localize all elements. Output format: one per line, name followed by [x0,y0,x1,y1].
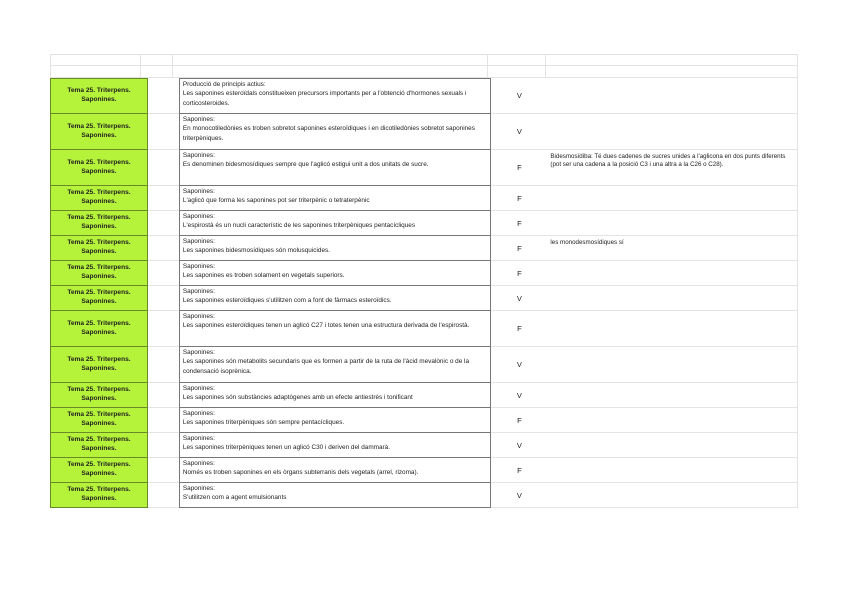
answer-cell[interactable]: F [491,236,547,261]
note-cell[interactable]: Bidesmosídiba: Té dues cadenes de sucres unides a l'aglicona en dos punts diferents (pot ser una cadena a la posició C3 i una altra a la C26 o C28). [547,150,798,186]
table-row [50,408,798,433]
table-row [50,383,798,408]
answer-cell[interactable]: V [491,383,547,408]
empty-cell[interactable] [148,433,179,458]
statement-cell[interactable]: Saponines: Les saponines són metabolits secundaris que es formen a partir de la ruta de l'àcid mevalònic o de la condensació isoprènica. [179,347,491,383]
note-cell[interactable] [547,78,798,114]
table-row [50,433,798,458]
empty-cell[interactable] [148,186,179,211]
empty-cell[interactable] [148,114,179,150]
topic-cell[interactable]: Tema 25. Triterpens. Saponines. [50,458,148,483]
empty-cell[interactable] [148,408,179,433]
topic-cell[interactable]: Tema 25. Triterpens. Saponines. [50,114,148,150]
question-table [50,78,798,508]
table-row [50,347,798,383]
statement-cell[interactable]: Saponines: L'aglicó que forma les saponines pot ser triterpènic o tetraterpènic [179,186,491,211]
note-cell[interactable] [547,286,798,311]
empty-cell[interactable] [148,483,179,508]
cell[interactable] [50,66,141,78]
table-row [50,286,798,311]
empty-cell[interactable] [148,311,179,347]
topic-cell[interactable]: Tema 25. Triterpens. Saponines. [50,78,148,114]
statement-cell[interactable]: Saponines: S'utilitzen com a agent emulsionants [179,483,491,508]
topic-cell[interactable]: Tema 25. Triterpens. Saponines. [50,286,148,311]
topic-cell[interactable]: Tema 25. Triterpens. Saponines. [50,347,148,383]
statement-cell[interactable]: Saponines: Les saponines esteroïdiques s'utilitzen com a font de fàrmacs esteroïdics. [179,286,491,311]
answer-cell[interactable]: V [491,347,547,383]
statement-cell[interactable]: Saponines: Les saponines triterpèniques són sempre pentacícliques. [179,408,491,433]
answer-cell[interactable]: F [491,311,547,347]
topic-cell[interactable]: Tema 25. Triterpens. Saponines. [50,236,148,261]
statement-cell[interactable]: Saponines: Només es troben saponines en els òrgans subterranis dels vegetals (arrel, rizoma). [179,458,491,483]
table-row [50,458,798,483]
empty-cell[interactable] [148,236,179,261]
table-row [50,261,798,286]
empty-cell[interactable] [148,347,179,383]
blank-row [50,66,798,78]
cell[interactable] [546,54,798,66]
topic-cell[interactable]: Tema 25. Triterpens. Saponines. [50,483,148,508]
table-row [50,236,798,261]
cell[interactable] [173,66,488,78]
table-row [50,186,798,211]
empty-cell[interactable] [148,286,179,311]
topic-cell[interactable]: Tema 25. Triterpens. Saponines. [50,408,148,433]
note-cell[interactable] [547,261,798,286]
answer-cell[interactable]: V [491,483,547,508]
statement-cell[interactable]: Saponines: Les saponines esteroïdiques tenen un aglicó C27 i totes tenen una estructura derivada de l'espirostà. [179,311,491,347]
table-row [50,483,798,508]
answer-cell[interactable]: F [491,211,547,236]
statement-cell[interactable]: Saponines: Les saponines bidesmosídiques són molusquicides. [179,236,491,261]
answer-cell[interactable]: F [491,458,547,483]
cell[interactable] [141,66,173,78]
note-cell[interactable] [547,211,798,236]
cell[interactable] [141,54,173,66]
answer-cell[interactable]: F [491,261,547,286]
answer-cell[interactable]: F [491,150,547,186]
table-row [50,78,798,114]
answer-cell[interactable]: V [491,286,547,311]
empty-cell[interactable] [148,261,179,286]
empty-cell[interactable] [148,78,179,114]
answer-cell[interactable]: V [491,114,547,150]
topic-cell[interactable]: Tema 25. Triterpens. Saponines. [50,261,148,286]
note-cell[interactable] [547,186,798,211]
cell[interactable] [488,66,546,78]
spreadsheet [50,54,798,508]
statement-cell[interactable]: Saponines: L'espirostà és un nucli característic de les saponines triterpèniques pentacícliques [179,211,491,236]
note-cell[interactable] [547,458,798,483]
note-cell[interactable]: les monodesmosídiques sí [547,236,798,261]
answer-cell[interactable]: F [491,186,547,211]
topic-cell[interactable]: Tema 25. Triterpens. Saponines. [50,150,148,186]
note-cell[interactable] [547,347,798,383]
note-cell[interactable] [547,483,798,508]
statement-cell[interactable]: Saponines: Les saponines es troben solament en vegetals superiors. [179,261,491,286]
topic-cell[interactable]: Tema 25. Triterpens. Saponines. [50,383,148,408]
statement-cell[interactable]: Saponines: Es denominen bidesmosídiques sempre que l'aglicó estigui unit a dos unitats de sucre. [179,150,491,186]
answer-cell[interactable]: V [491,433,547,458]
topic-cell[interactable]: Tema 25. Triterpens. Saponines. [50,186,148,211]
table-row [50,311,798,347]
table-row [50,150,798,186]
cell[interactable] [488,54,546,66]
note-cell[interactable] [547,311,798,347]
topic-cell[interactable]: Tema 25. Triterpens. Saponines. [50,433,148,458]
empty-cell[interactable] [148,150,179,186]
statement-cell[interactable]: Saponines: Les saponines triterpèniques tenen un aglicó C30 i deriven del dammarà. [179,433,491,458]
note-cell[interactable] [547,383,798,408]
cell[interactable] [173,54,488,66]
topic-cell[interactable]: Tema 25. Triterpens. Saponines. [50,211,148,236]
table-row [50,114,798,150]
answer-cell[interactable]: F [491,408,547,433]
answer-cell[interactable]: V [491,78,547,114]
note-cell[interactable] [547,114,798,150]
statement-cell[interactable]: Producció de principis actius: Les saponines esteroïdals constitueixen precursors importants per a l'obtenció d'hormones sexuals i corticosteroides. [179,78,491,114]
empty-cell[interactable] [148,211,179,236]
empty-cell[interactable] [148,458,179,483]
statement-cell[interactable]: Saponines: En monocotiledònies es troben sobretot saponines esteroïdiques i en dicotiledònies sobretot saponines triterpèniques. [179,114,491,150]
blank-row [50,54,798,66]
cell[interactable] [50,54,141,66]
table-row [50,211,798,236]
note-cell[interactable] [547,433,798,458]
note-cell[interactable] [547,408,798,433]
empty-cell[interactable] [148,383,179,408]
cell[interactable] [546,66,798,78]
statement-cell[interactable]: Saponines: Les saponines són substàncies adaptògenes amb un efecte antiestrès i tonificant [179,383,491,408]
topic-cell[interactable]: Tema 25. Triterpens. Saponines. [50,311,148,347]
